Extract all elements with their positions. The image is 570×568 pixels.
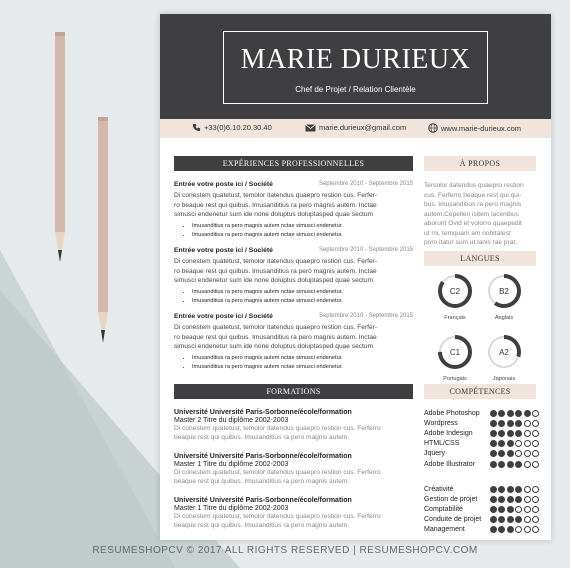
skill-name: Comptabilité bbox=[424, 505, 463, 513]
rating-dot bbox=[515, 516, 522, 523]
job-bullets bbox=[174, 222, 413, 240]
education-degree: Master 1 Titre du diplôme 2002-2003 bbox=[174, 461, 289, 468]
rating-dot bbox=[490, 516, 497, 523]
rating-dot bbox=[524, 506, 531, 513]
rating-dot bbox=[498, 461, 505, 468]
language-level: C2 bbox=[449, 287, 461, 296]
skill-rating bbox=[490, 430, 540, 437]
website-text: www.marie-durieux.com bbox=[441, 123, 522, 133]
job-date: Septembre 2010 - Septembre 2015 bbox=[318, 313, 413, 319]
rating-dot bbox=[524, 496, 531, 503]
skill-row bbox=[424, 459, 539, 469]
resume-header bbox=[160, 14, 551, 119]
rating-dot bbox=[524, 410, 531, 417]
skill-name: Management bbox=[424, 526, 465, 534]
skill-rating bbox=[490, 461, 540, 468]
skill-rating bbox=[490, 410, 540, 417]
education-description: Di conestem quatetust, temolor itatendus quaepro restion cus. Ferferro beaque rest qui quibus. Imusanditius ra pero magnis autem. bbox=[174, 513, 381, 529]
candidate-name: MARIE DURIEUX bbox=[240, 44, 471, 75]
skill-name: Conduite de projet bbox=[424, 516, 482, 524]
job-entry bbox=[174, 247, 413, 306]
rating-dot bbox=[507, 516, 514, 523]
phone-text: +33(0)6.10.20.30.40 bbox=[204, 123, 272, 132]
rating-dot bbox=[515, 410, 522, 417]
rating-dot bbox=[490, 430, 497, 437]
rating-dot bbox=[507, 461, 514, 468]
skill-rating bbox=[490, 526, 540, 533]
education-degree: Master 1 Titre du diplôme 2002-2003 bbox=[174, 505, 289, 512]
skill-name: Gestion de projet bbox=[424, 495, 478, 503]
job-date: Septembre 2010 - Septembre 2015 bbox=[318, 247, 413, 253]
rating-dot bbox=[498, 430, 505, 437]
language-ring bbox=[486, 334, 522, 370]
skill-row bbox=[424, 439, 539, 449]
bullet-item: • Imusanditius ra pero magnis autem nctae simusci endenetur. bbox=[192, 288, 413, 297]
rating-dot bbox=[507, 450, 514, 457]
rating-dot bbox=[490, 486, 497, 493]
rating-dot bbox=[524, 486, 531, 493]
job-entry bbox=[174, 181, 413, 240]
name-frame bbox=[223, 31, 488, 104]
phone-icon bbox=[192, 123, 201, 132]
education-heading: FORMATIONS bbox=[174, 384, 413, 399]
job-position: Entrée votre poste ici / Société bbox=[174, 247, 273, 254]
rating-dot bbox=[515, 496, 522, 503]
rating-dot bbox=[507, 486, 514, 493]
rating-dot bbox=[524, 450, 531, 457]
job-description: Di conestem quatetust, temolor itatendus quaepro restion cus. Ferfer- ro beaque rest qui quibus. Imusanditius ra pero magnis autem. Inctae simusci endenetur sum ide none doluptus doluptasped quae sectum bbox=[174, 192, 378, 218]
skill-rating bbox=[490, 496, 540, 503]
rating-dot bbox=[532, 461, 539, 468]
rating-dot bbox=[498, 440, 505, 447]
footer-text: RESUMESHOPCV © 2017 ALL RIGHTS RESERVED | RESUMESHOPCV.COM bbox=[92, 545, 478, 556]
language-level: B2 bbox=[499, 287, 509, 296]
rating-dot bbox=[532, 496, 539, 503]
skill-row bbox=[424, 418, 539, 428]
bullet-item: • Imusanditius ra pero magnis autem nctae simusci endenetur. bbox=[192, 222, 413, 231]
education-entry bbox=[174, 453, 413, 486]
education-school: Université Université Paris-Sorbonne/école/formation bbox=[174, 453, 352, 460]
pencil-left bbox=[52, 30, 72, 270]
rating-dot bbox=[524, 526, 531, 533]
education-degree: Master 2 Titre du diplôme 2002-2003 bbox=[174, 417, 289, 424]
email-text: marie.durieux@gmail.com bbox=[319, 123, 407, 132]
skill-row bbox=[424, 428, 539, 438]
rating-dot bbox=[507, 526, 514, 533]
rating-dot bbox=[515, 450, 522, 457]
rating-dot bbox=[498, 486, 505, 493]
rating-dot bbox=[532, 506, 539, 513]
rating-dot bbox=[490, 526, 497, 533]
rating-dot bbox=[490, 506, 497, 513]
skill-name: Adobe Illustrator bbox=[424, 460, 475, 468]
language-name: Anglais bbox=[494, 315, 514, 321]
pencil-right bbox=[95, 115, 115, 355]
contact-website bbox=[428, 123, 521, 133]
bullet-item: • Imusanditius ra pero magnis autem nctae simusci endenetur. bbox=[192, 297, 413, 306]
rating-dot bbox=[515, 461, 522, 468]
envelope-icon bbox=[305, 124, 316, 132]
skill-row bbox=[424, 525, 539, 535]
skill-rating bbox=[490, 450, 540, 457]
about-heading: À PROPOS bbox=[424, 156, 536, 171]
language-level: C1 bbox=[449, 348, 461, 357]
language-ring bbox=[486, 273, 522, 309]
skill-rating bbox=[490, 486, 540, 493]
bullet-item: • Imusanditius ra pero magnis autem nctae simusci endenetur. bbox=[192, 363, 413, 372]
bullet-item: • Imusanditius ra pero magnis autem nctae simusci endenetur. bbox=[192, 354, 413, 363]
rating-dot bbox=[524, 516, 531, 523]
rating-dot bbox=[490, 420, 497, 427]
rating-dot bbox=[498, 506, 505, 513]
skill-row bbox=[424, 504, 539, 514]
language-ring bbox=[437, 273, 473, 309]
skill-name: HTML/CSS bbox=[424, 440, 460, 448]
language-item bbox=[484, 273, 524, 321]
skill-name: Wordpress bbox=[424, 419, 458, 427]
language-item bbox=[435, 334, 475, 382]
language-name: Portugais bbox=[443, 376, 467, 382]
rating-dot bbox=[532, 430, 539, 437]
rating-dot bbox=[532, 410, 539, 417]
rating-dot bbox=[498, 450, 505, 457]
language-ring bbox=[437, 334, 473, 370]
globe-icon bbox=[428, 123, 438, 133]
skill-name: Créativité bbox=[424, 485, 454, 493]
job-bullets bbox=[174, 354, 413, 372]
rating-dot bbox=[532, 486, 539, 493]
rating-dot bbox=[524, 430, 531, 437]
rating-dot bbox=[515, 420, 522, 427]
education-entry bbox=[174, 497, 413, 530]
rating-dot bbox=[515, 486, 522, 493]
rating-dot bbox=[490, 440, 497, 447]
skill-rating bbox=[490, 506, 540, 513]
resume-page bbox=[160, 14, 551, 540]
skill-row bbox=[424, 484, 539, 494]
education-school: Université Université Paris-Sorbonne/école/formation bbox=[174, 497, 352, 504]
rating-dot bbox=[498, 516, 505, 523]
rating-dot bbox=[515, 440, 522, 447]
rating-dot bbox=[507, 506, 514, 513]
job-bullets bbox=[174, 288, 413, 306]
language-name: Japonais bbox=[492, 376, 516, 382]
rating-dot bbox=[507, 430, 514, 437]
rating-dot bbox=[524, 440, 531, 447]
rating-dot bbox=[498, 410, 505, 417]
rating-dot bbox=[498, 526, 505, 533]
education-description: Di conestem quatetust, temolor itatendus quaepro restion cus. Ferferro beaque rest qui quibus. Imusanditius ra pero magnis autem. bbox=[174, 425, 381, 441]
skill-rating bbox=[490, 516, 540, 523]
experience-heading: EXPÉRIENCES PROFESSIONNELLES bbox=[174, 156, 413, 171]
rating-dot bbox=[515, 526, 522, 533]
rating-dot bbox=[532, 420, 539, 427]
education-school: Université Université Paris-Sorbonne/école/formation bbox=[174, 409, 352, 416]
rating-dot bbox=[507, 410, 514, 417]
skills-heading: COMPÉTENCES bbox=[424, 384, 536, 399]
job-title: Chef de Projet / Relation Clientèle bbox=[295, 85, 416, 94]
rating-dot bbox=[532, 450, 539, 457]
skill-row bbox=[424, 494, 539, 504]
job-entry bbox=[174, 313, 413, 372]
rating-dot bbox=[507, 440, 514, 447]
contact-phone bbox=[192, 123, 272, 132]
skill-rating bbox=[490, 440, 540, 447]
skill-name: Adobe Photoshop bbox=[424, 409, 480, 417]
rating-dot bbox=[524, 420, 531, 427]
skill-name: Adobe Indesign bbox=[424, 429, 473, 437]
language-item bbox=[435, 273, 475, 321]
skill-row bbox=[424, 515, 539, 525]
language-level: A2 bbox=[499, 348, 509, 357]
rating-dot bbox=[524, 461, 531, 468]
skill-name: Jquery bbox=[424, 450, 446, 458]
rating-dot bbox=[507, 496, 514, 503]
education-entry bbox=[174, 409, 413, 442]
contact-bar bbox=[160, 119, 551, 138]
skill-rating bbox=[490, 420, 540, 427]
bullet-item: • Imusanditius ra pero magnis autem nctae simusci endenetur. bbox=[192, 231, 413, 240]
rating-dot bbox=[498, 496, 505, 503]
rating-dot bbox=[532, 440, 539, 447]
rating-dot bbox=[515, 506, 522, 513]
rating-dot bbox=[498, 420, 505, 427]
language-item bbox=[484, 334, 524, 382]
rating-dot bbox=[490, 461, 497, 468]
job-description: Di conestem quatetust, temolor itatendus quaepro restion cus. Ferfer- ro beaque rest qui quibus. Imusanditius ra pero magnis autem. Inctae simusci endenetur sum ide none doluptus doluptasped quae sectum bbox=[174, 258, 378, 284]
skill-row bbox=[424, 408, 539, 418]
rating-dot bbox=[532, 526, 539, 533]
about-text: Tersolor itatendus quaepro restion cus. Ferferro beaque rest qui qui- bus. Imusanditius ra pero magnis autem.Cepellen isitem lacenibus aborunt Ovid et volorro quaepedit ut mi, temquam am nobitatest poro itatur sum ut lanis rae prat. bbox=[424, 182, 524, 246]
job-position: Entrée votre poste ici / Société bbox=[174, 181, 273, 188]
language-name: Français bbox=[444, 315, 466, 321]
job-date: Septembre 2010 - Septembre 2015 bbox=[318, 181, 413, 187]
rating-dot bbox=[490, 450, 497, 457]
rating-dot bbox=[532, 516, 539, 523]
languages-heading: LANGUES bbox=[424, 251, 536, 266]
job-position: Entrée votre poste ici / Société bbox=[174, 313, 273, 320]
rating-dot bbox=[490, 410, 497, 417]
contact-email bbox=[305, 123, 406, 132]
job-description: Di conestem quatetust, temolor itatendus quaepro restion cus. Ferfer- ro beaque rest qui quibus. Imusanditius ra pero magnis autem. Inctae simusci endenetur sum ide none doluptus doluptasped quae sectum bbox=[174, 324, 378, 350]
rating-dot bbox=[507, 420, 514, 427]
rating-dot bbox=[490, 496, 497, 503]
rating-dot bbox=[515, 430, 522, 437]
skill-row bbox=[424, 449, 539, 459]
education-description: Di conestem quatetust, temolor itatendus quaepro restion cus. Ferferro beaque rest qui quibus. Imusanditius ra pero magnis autem. bbox=[174, 469, 381, 485]
